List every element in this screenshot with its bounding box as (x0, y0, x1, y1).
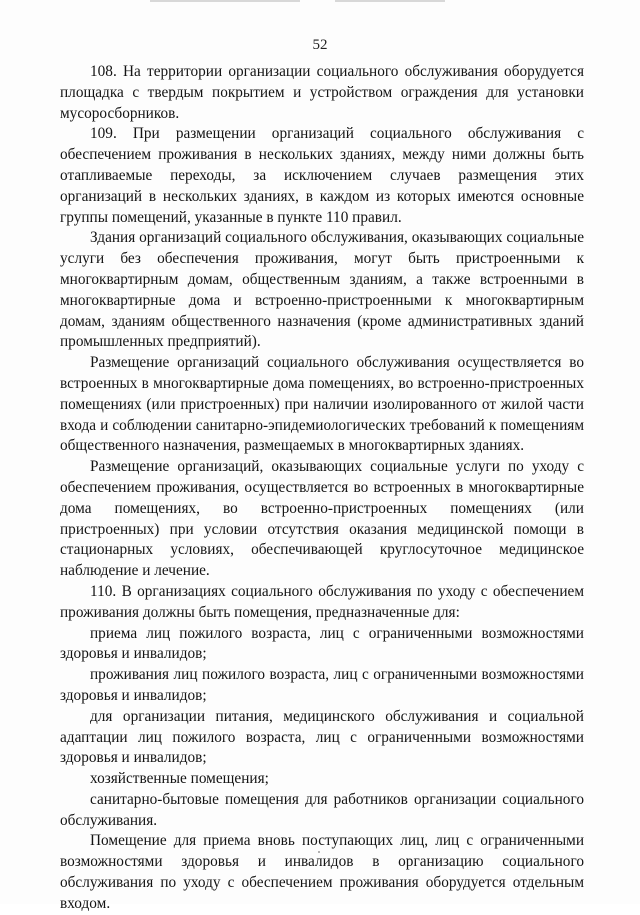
paragraph-109: 109. При размещении организаций социального обслуживания с обеспечением проживания в нескольких зданиях, между ними должны быть отапливаемые переходы, за исключением случаев размещения этих организаций в нескольких зданиях, в каждом из которых имеются основные группы помещений, указанные в пункте 110 правил. (60, 125, 584, 226)
paragraph-108: 108. На территории организации социального обслуживания оборудуется площадка с твердым покрытием и устройством ограждения для установки мусоросборников. (60, 63, 584, 122)
list-item-staff-sanitary: санитарно-бытовые помещения для работников организации социального обслуживания. (60, 790, 584, 829)
paragraph-reception-entrance: Помещение для приема вновь поступающих лиц, лиц с ограниченными возможностями здоровья и инвалидов в организацию социального обслуживания по уходу с обеспечением проживания оборудуется отдельным входом. (60, 832, 584, 912)
paragraph-placement-with-residence: Размещение организаций, оказывающих социальные услуги по уходу с обеспечением проживания, осуществляется во встроенных в многоквартирные дома помещениях, во встроенно-пристроенных помещениях (или пристроенных) при условии отсутствия оказания медицинской помощи в стационарных условиях, обеспечивающей круглосуточное медицинское наблюдение и лечение. (60, 458, 584, 580)
scan-edge-mark (335, 0, 445, 2)
paragraph-buildings-without-residence: Здания организаций социального обслуживания, оказывающих социальные услуги без обеспечения проживания, могут быть пристроенными к многоквартирным домам, общественным зданиям, а также встроенными в многоквартирные дома и встроенно-пристроенными к многоквартирным домам, зданиям общественного назначения (кроме административных зданий промышленных предприятий). (60, 229, 584, 351)
scan-edge-mark (150, 0, 300, 2)
page-number: 52 (312, 37, 328, 53)
document-body (60, 62, 584, 915)
list-item-reception: приема лиц пожилого возраста, лиц с ограниченными возможностями здоровья и инвалидов; (60, 624, 584, 663)
list-item-utility-rooms: хозяйственные помещения; (90, 770, 269, 788)
scan-speck (318, 851, 320, 853)
list-item-catering-medical: для организации питания, медицинского обслуживания и социальной адаптации лиц пожилого возраста, лиц с ограниченными возможностями здоровья и инвалидов; (60, 707, 584, 767)
list-item-residence: проживания лиц пожилого возраста, лиц с ограниченными возможностями здоровья и инвалидов; (60, 666, 584, 704)
paragraph-placement-organizations: Размещение организаций социального обслуживания осуществляется во встроенных в многоквартирные дома помещениях, во встроенно-пристроенных помещениях (или пристроенных) при наличии изолированного от жилой части входа и соблюдении санитарно-эпидемиологических требований к помещениям общественного назначения, размещаемых в многоквартирных зданиях. (60, 354, 584, 455)
paragraph-110: 110. В организациях социального обслуживания по уходу с обеспечением проживания должны быть помещения, предназначенные для: (60, 582, 584, 621)
